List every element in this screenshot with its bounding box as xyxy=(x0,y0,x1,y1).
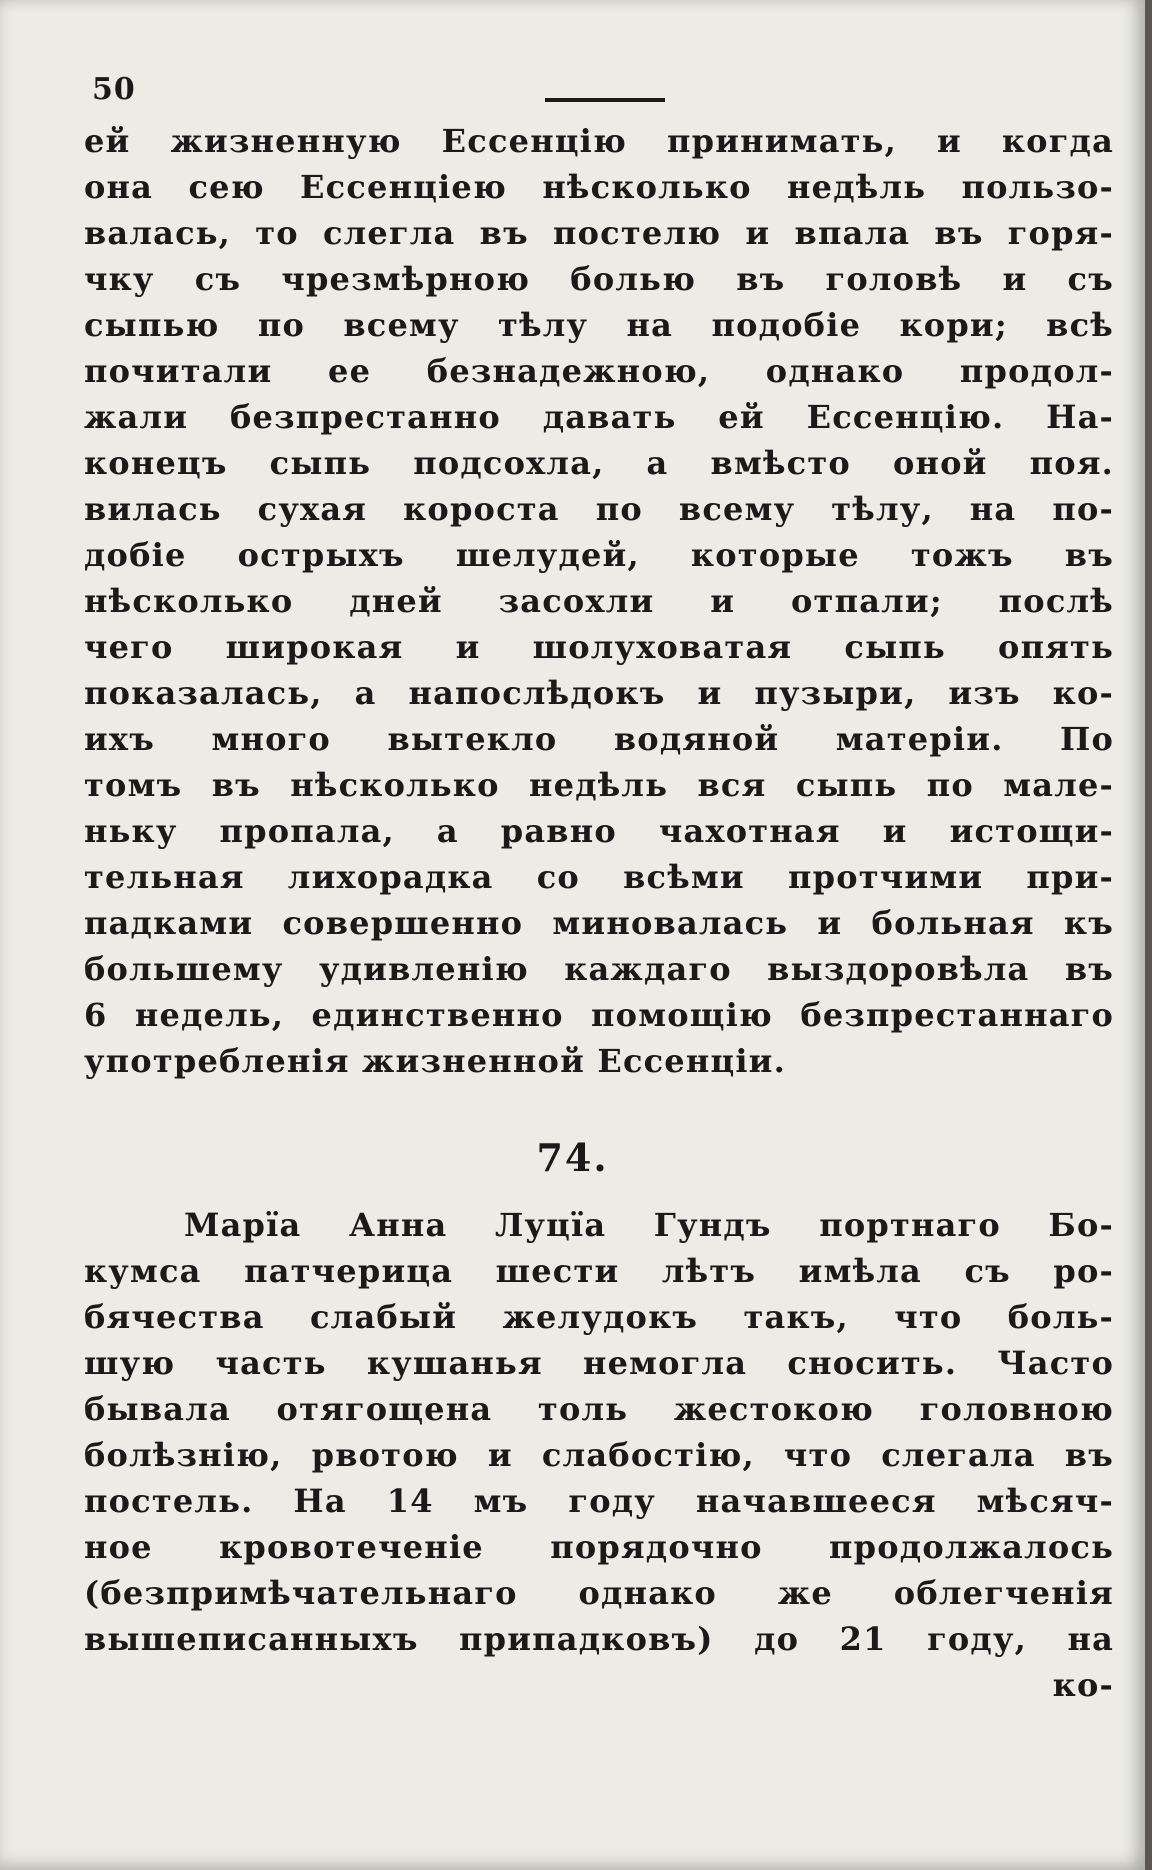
header-rule xyxy=(545,98,665,102)
text-line: жали безпрестанно давать ей Ессенцію. На- xyxy=(84,398,1114,436)
text-line: она сею Ессенціею нѣсколько недѣль пользо- xyxy=(84,168,1114,206)
text-line: томъ въ нѣсколько недѣль вся сыпь по мале- xyxy=(84,766,1114,804)
text-line: вышеписанныхъ припадковъ) до 21 году, на xyxy=(84,1620,1114,1658)
text-line: почитали ее безнадежною, однако продол- xyxy=(84,352,1114,390)
text-line: (безпримѣчательнаго однако же облегченія xyxy=(84,1574,1114,1612)
text-line: болѣзнію, рвотою и слабостію, что слегала въ xyxy=(84,1436,1114,1474)
text-line: нѣсколько дней засохли и отпали; послѣ xyxy=(84,582,1114,620)
text-line: ихъ много вытекло водяной матеріи. По xyxy=(84,720,1114,758)
text-line: ей жизненную Ессенцію принимать, и когда xyxy=(84,122,1114,160)
text-line: ное кровотеченіе порядочно продолжалось xyxy=(84,1528,1114,1566)
text-line: ньку пропала, а равно чахотная и истощи- xyxy=(84,812,1114,850)
text-line: показалась, а напослѣдокъ и пузыри, изъ ко- xyxy=(84,674,1114,712)
text-line: валась, то слегла въ постелю и впала въ горя- xyxy=(84,214,1114,252)
text-line: кумса патчерица шести лѣтъ имѣла съ ро- xyxy=(84,1252,1114,1290)
section-number: 74. xyxy=(536,1135,609,1180)
text-line: добіе острыхъ шелудей, которые тожъ въ xyxy=(84,536,1114,574)
section-73-continuation xyxy=(84,118,1114,1084)
text-line: конецъ сыпь подсохла, а вмѣсто оной поя. xyxy=(84,444,1114,482)
text-line: бячества слабый желудокъ такъ, что боль- xyxy=(84,1298,1114,1336)
text-line: Марїа Анна Луцїа Гундъ портнаго Бо- xyxy=(184,1206,1114,1244)
text-line: падками совершенно миновалась и больная къ xyxy=(84,904,1114,942)
section-74 xyxy=(84,1202,1114,1708)
page-number: 50 xyxy=(92,72,136,107)
text-line: большему удивленію каждаго выздоровѣла въ xyxy=(84,950,1114,988)
text-line: сыпью по всему тѣлу на подобіе кори; всѣ xyxy=(84,306,1114,344)
text-line: шую часть кушанья немогла сносить. Часто xyxy=(84,1344,1114,1382)
text-line: чего широкая и шолуховатая сыпь опять xyxy=(84,628,1114,666)
text-line: употребленія жизненной Ессенціи. xyxy=(84,1042,786,1080)
catchword: ко- xyxy=(1052,1666,1114,1704)
text-line: чку съ чрезмѣрною болью въ головѣ и съ xyxy=(84,260,1114,298)
text-line: вилась сухая короста по всему тѣлу, на по- xyxy=(84,490,1114,528)
text-line: 6 недель, единственно помощію безпрестаннаго xyxy=(84,996,1114,1034)
text-line: постель. На 14 мъ году начавшееся мѣсяч- xyxy=(84,1482,1114,1520)
text-line: тельная лихорадка со всѣми протчими при- xyxy=(84,858,1114,896)
text-line: бывала отягощена толь жестокою головною xyxy=(84,1390,1114,1428)
